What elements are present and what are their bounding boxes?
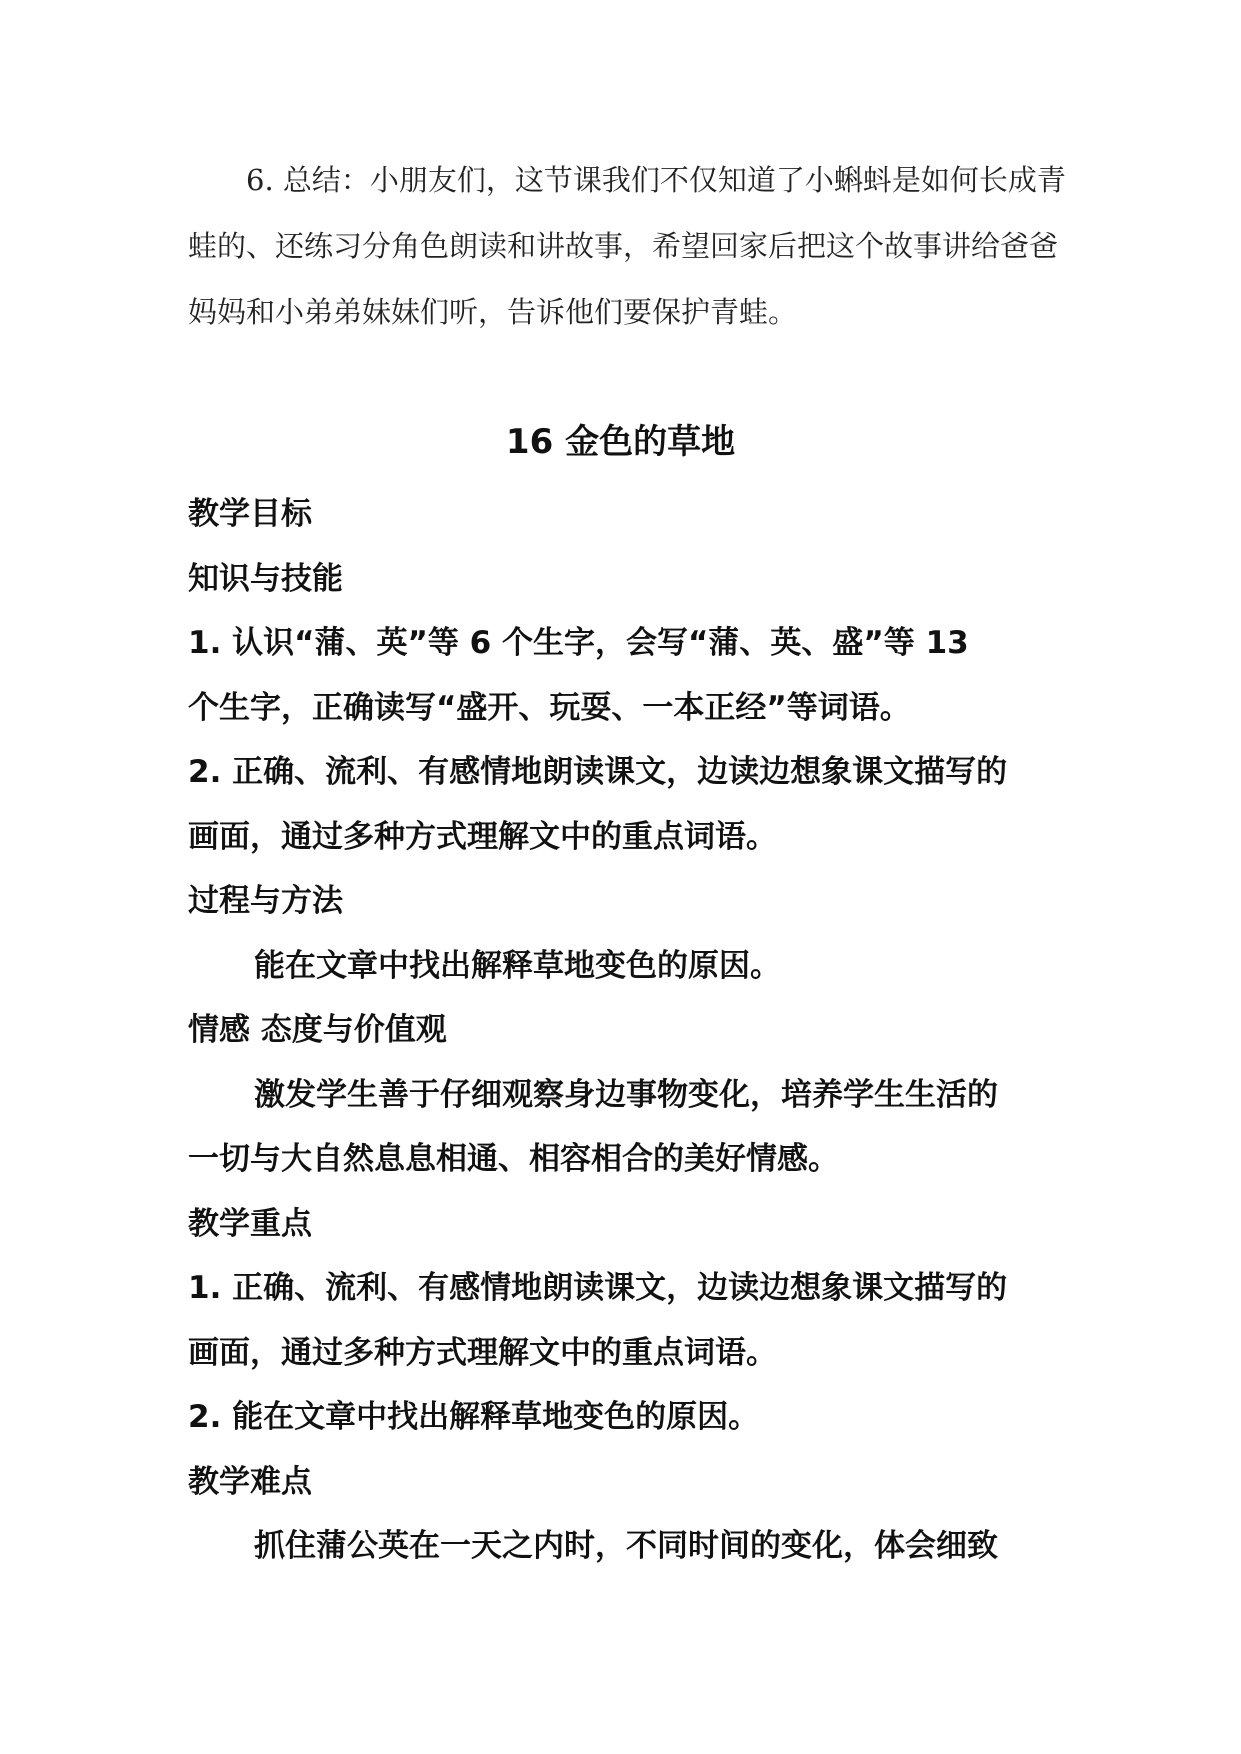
difficulty-heading: 教学难点 [188, 1463, 312, 1500]
key-point-2: 2. 能在文章中找出解释草地变色的原因。 [188, 1399, 760, 1435]
key-point-1-line-1: 1. 正确、流利、有感情地朗读课文，边读边想象课文描写的 [188, 1270, 1008, 1306]
key-points-heading: 教学重点 [188, 1205, 312, 1242]
emotion-values-heading: 情感 态度与价值观 [188, 1012, 447, 1048]
knowledge-item-1-line-2: 个生字，正确读写“盛开、玩耍、一本正经”等词语。 [188, 689, 911, 726]
emotion-values-line-2: 一切与大自然息息相通、相容相合的美好情感。 [188, 1141, 839, 1177]
process-method-text: 能在文章中找出解释草地变色的原因。 [254, 947, 781, 984]
lesson-title: 16 金色的草地 [505, 422, 736, 462]
lesson-body [188, 482, 1088, 1579]
summary-paragraph: 6. 总结：小朋友们，这节课我们不仅知道了小蝌蚪是如何长成青蛙的、还练习分角色朗读和讲故事，希望回家后把这个故事讲给爸爸妈妈和小弟弟妹妹们听，告诉他们要保护青蛙。 [188, 163, 1066, 329]
emotion-values-line-1: 激发学生善于仔细观察身边事物变化，培养学生生活的 [254, 1076, 998, 1113]
process-method-heading: 过程与方法 [188, 883, 343, 919]
knowledge-skills-heading: 知识与技能 [188, 560, 343, 597]
knowledge-item-1-line-1: 1. 认识“蒲、英”等 6 个生字，会写“蒲、英、盛”等 13 [188, 625, 969, 661]
teaching-goals-heading: 教学目标 [188, 496, 312, 532]
knowledge-item-2-line-2: 画面，通过多种方式理解文中的重点词语。 [188, 818, 777, 855]
key-point-1-line-2: 画面，通过多种方式理解文中的重点词语。 [188, 1334, 777, 1371]
knowledge-item-2-line-1: 2. 正确、流利、有感情地朗读课文，边读边想象课文描写的 [188, 754, 1008, 790]
difficulty-line-1: 抓住蒲公英在一天之内时，不同时间的变化，体会细致 [254, 1528, 998, 1564]
